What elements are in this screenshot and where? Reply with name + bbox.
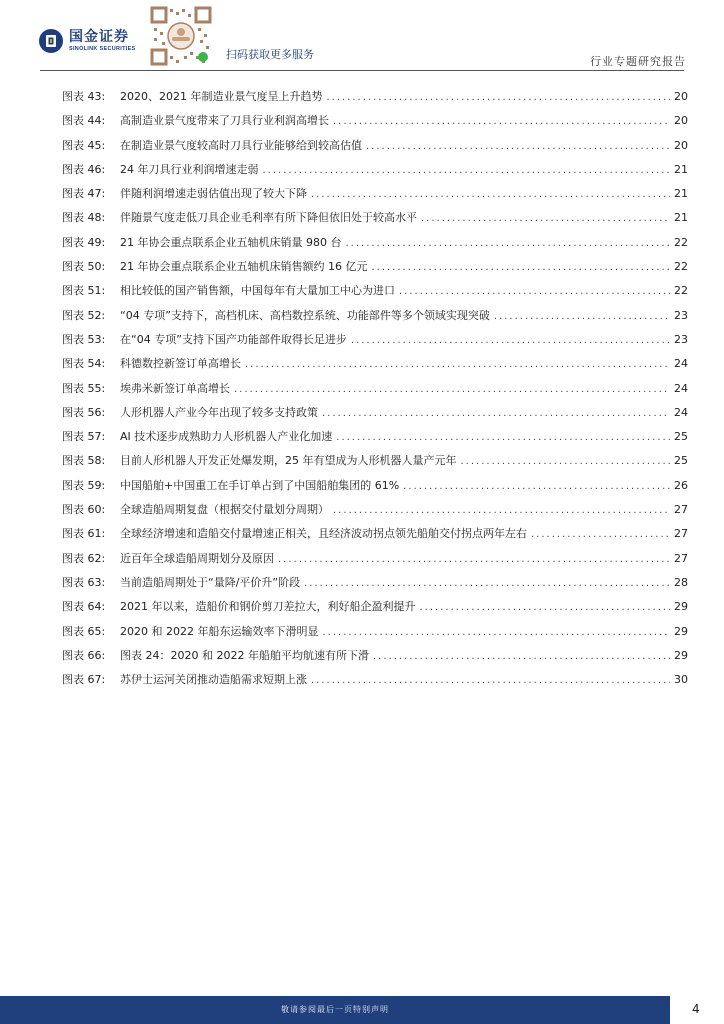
toc-dot-leader — [461, 456, 671, 467]
toc-page-number[interactable]: 22 — [674, 260, 688, 274]
toc-page-number[interactable]: 25 — [674, 454, 688, 468]
report-type-label: 行业专题研究报告 — [590, 55, 686, 68]
toc-page-number[interactable]: 22 — [674, 284, 688, 298]
toc-page-number[interactable]: 21 — [674, 187, 688, 201]
scan-for-service-text: 扫码获取更多服务 — [226, 48, 314, 61]
toc-dot-leader — [351, 335, 670, 346]
toc-page-number[interactable]: 21 — [674, 211, 688, 225]
page-footer — [0, 996, 724, 1024]
toc-figure-number: 图表 59: — [62, 478, 106, 492]
company-logo — [38, 28, 136, 54]
toc-page-number[interactable]: 24 — [674, 405, 688, 419]
toc-figure-title[interactable]: 高制造业景气度带来了刀具行业利润高增长 — [120, 114, 329, 128]
toc-page-number[interactable]: 20 — [674, 90, 688, 103]
toc-entry[interactable] — [62, 258, 688, 282]
toc-dot-leader — [494, 311, 670, 322]
toc-figure-title[interactable]: 图表 24：2020 和 2022 年船舶平均航速有所下滑 — [120, 648, 369, 662]
toc-entry[interactable] — [62, 623, 688, 647]
toc-figure-title[interactable]: 全球造船周期复盘（根据交付量划分周期） — [120, 503, 329, 517]
toc-page-number[interactable]: 27 — [674, 503, 688, 517]
toc-dot-leader — [245, 359, 670, 370]
toc-figure-number: 图表 63: — [62, 575, 106, 589]
toc-figure-title[interactable]: 21 年协会重点联系企业五轴机床销量 980 台 — [120, 235, 342, 249]
toc-figure-title[interactable]: 近百年全球造船周期划分及原因 — [120, 551, 274, 565]
toc-entry[interactable] — [62, 525, 688, 549]
toc-dot-leader — [336, 432, 670, 443]
toc-figure-number: 图表 43: — [62, 90, 106, 103]
toc-entry[interactable] — [62, 647, 688, 671]
logo-chinese-name: 国金证券 — [69, 28, 129, 45]
toc-figure-number: 图表 66: — [62, 648, 106, 662]
toc-dot-leader — [263, 165, 671, 176]
toc-dot-leader — [345, 238, 670, 249]
toc-figure-number: 图表 54: — [62, 357, 106, 371]
toc-entry[interactable] — [62, 574, 688, 598]
toc-figure-title[interactable]: 在“04 专项”支持下国产功能部件取得长足进步 — [120, 332, 347, 346]
toc-page-number[interactable]: 25 — [674, 430, 688, 444]
toc-dot-leader — [304, 578, 670, 589]
sinolink-logo-icon — [38, 28, 64, 54]
toc-figure-number: 图表 46: — [62, 162, 106, 176]
toc-figure-title[interactable]: 相比较低的国产销售额，中国每年有大量加工中心为进口 — [120, 284, 395, 298]
toc-figure-title[interactable]: AI 技术逐步成熟助力人形机器人产业化加速 — [120, 430, 333, 444]
toc-entry[interactable] — [62, 88, 688, 112]
toc-figure-title[interactable]: 埃弗米新签订单高增长 — [120, 381, 230, 395]
toc-figure-number: 图表 49: — [62, 235, 106, 249]
toc-figure-number: 图表 60: — [62, 503, 106, 517]
toc-entry[interactable] — [62, 477, 688, 501]
toc-figure-title[interactable]: 21 年协会重点联系企业五轴机床销售额约 16 亿元 — [120, 260, 368, 274]
toc-page-number[interactable]: 20 — [674, 114, 688, 128]
toc-dot-leader — [421, 213, 670, 224]
toc-figure-title[interactable]: 24 年刀具行业利润增速走弱 — [120, 162, 259, 176]
toc-page-number[interactable]: 29 — [674, 624, 688, 638]
toc-entry[interactable] — [62, 331, 688, 355]
page-header — [0, 0, 724, 70]
toc-page-number[interactable]: 29 — [674, 648, 688, 662]
toc-page-number[interactable]: 29 — [674, 600, 688, 614]
qr-code-icon[interactable] — [150, 6, 212, 66]
toc-figure-number: 图表 50: — [62, 260, 106, 274]
toc-figure-title[interactable]: 苏伊士运河关闭推动造船需求短期上涨 — [120, 673, 307, 687]
toc-figure-title[interactable]: 目前人形机器人开发正处爆发期，25 年有望成为人形机器人量产元年 — [120, 454, 457, 468]
toc-figure-number: 图表 67: — [62, 673, 106, 687]
toc-dot-leader — [399, 286, 670, 297]
toc-entry[interactable] — [62, 282, 688, 306]
toc-figure-number: 图表 55: — [62, 381, 106, 395]
toc-page-number[interactable]: 26 — [674, 478, 688, 492]
toc-figure-number: 图表 61: — [62, 527, 106, 541]
toc-dot-leader — [403, 481, 670, 492]
toc-figure-number: 图表 56: — [62, 405, 106, 419]
toc-dot-leader — [326, 92, 670, 103]
toc-figure-number: 图表 65: — [62, 624, 106, 638]
toc-figure-title[interactable]: 当前造船周期处于“量降/平价升”阶段 — [120, 575, 301, 589]
toc-page-number[interactable]: 23 — [674, 332, 688, 346]
toc-page-number[interactable]: 24 — [674, 381, 688, 395]
toc-figure-number: 图表 62: — [62, 551, 106, 565]
toc-figure-number: 图表 57: — [62, 430, 106, 444]
toc-figure-number: 图表 52: — [62, 308, 106, 322]
toc-page-number[interactable]: 24 — [674, 357, 688, 371]
toc-figure-title[interactable]: 全球经济增速和造船交付量增速正相关，且经济波动拐点领先船舶交付拐点两年左右 — [120, 527, 527, 541]
toc-dot-leader — [366, 141, 670, 152]
toc-dot-leader — [531, 529, 670, 540]
toc-page-number[interactable]: 21 — [674, 162, 688, 176]
toc-entry[interactable] — [62, 209, 688, 233]
toc-dot-leader — [371, 262, 670, 273]
toc-figure-number: 图表 51: — [62, 284, 106, 298]
toc-entry[interactable] — [62, 671, 688, 695]
toc-page-number[interactable]: 28 — [674, 575, 688, 589]
toc-dot-leader — [234, 384, 670, 395]
toc-entry[interactable] — [62, 598, 688, 622]
toc-figure-number: 图表 58: — [62, 454, 106, 468]
toc-figure-title[interactable]: 2020 和 2022 年船东运输效率下滑明显 — [120, 624, 319, 638]
toc-figure-number: 图表 64: — [62, 600, 106, 614]
toc-dot-leader — [311, 675, 670, 686]
logo-english-name: SINOLINK SECURITIES — [69, 45, 136, 52]
toc-figure-number: 图表 45: — [62, 138, 106, 152]
toc-entry[interactable] — [62, 428, 688, 452]
toc-dot-leader — [322, 408, 670, 419]
toc-page-number[interactable]: 27 — [674, 527, 688, 541]
footer-disclaimer: 敬请参阅最后一页特别声明 — [281, 1005, 389, 1014]
toc-dot-leader — [373, 651, 670, 662]
toc-entry[interactable] — [62, 380, 688, 404]
toc-figure-title[interactable]: 科德数控新签订单高增长 — [120, 357, 241, 371]
toc-dot-leader — [311, 189, 670, 200]
toc-dot-leader — [333, 116, 670, 127]
toc-page-number[interactable]: 30 — [674, 673, 688, 687]
toc-entry[interactable] — [62, 161, 688, 185]
toc-page-number[interactable]: 23 — [674, 308, 688, 322]
toc-figure-title[interactable]: 中国船舶+中国重工在手订单占到了中国船舶集团的 61% — [120, 478, 400, 492]
toc-figure-title[interactable]: 2021 年以来，造船价和钢价剪刀差拉大，利好船企盈利提升 — [120, 600, 416, 614]
toc-entry[interactable] — [62, 452, 688, 476]
toc-figure-title[interactable]: 伴随利润增速走弱估值出现了较大下降 — [120, 187, 307, 201]
toc-figure-title[interactable]: 2020、2021 年制造业景气度呈上升趋势 — [120, 90, 323, 103]
toc-dot-leader — [420, 602, 671, 613]
toc-page-number[interactable]: 20 — [674, 138, 688, 152]
toc-entry[interactable] — [62, 185, 688, 209]
toc-dot-leader — [322, 627, 670, 638]
toc-figure-title[interactable]: 人形机器人产业今年出现了较多支持政策 — [120, 405, 318, 419]
toc-figure-title[interactable]: “04 专项”支持下，高档机床、高档数控系统、功能部件等多个领域实现突破 — [120, 308, 490, 322]
toc-figure-title[interactable]: 在制造业景气度较高时刀具行业能够给到较高估值 — [120, 138, 362, 152]
toc-entry[interactable] — [62, 404, 688, 428]
toc-entry[interactable] — [62, 234, 688, 258]
toc-figure-title[interactable]: 伴随景气度走低刀具企业毛利率有所下降但依旧处于较高水平 — [120, 211, 417, 225]
toc-entry[interactable] — [62, 550, 688, 574]
toc-page-number[interactable]: 27 — [674, 551, 688, 565]
toc-entry[interactable] — [62, 355, 688, 379]
figure-list — [62, 88, 688, 695]
toc-entry[interactable] — [62, 501, 688, 525]
toc-dot-leader — [333, 505, 670, 516]
toc-page-number[interactable]: 22 — [674, 235, 688, 249]
header-divider — [40, 70, 684, 71]
toc-entry[interactable] — [62, 112, 688, 136]
toc-figure-number: 图表 47: — [62, 187, 106, 201]
toc-dot-leader — [278, 554, 670, 565]
toc-figure-number: 图表 44: — [62, 114, 106, 128]
toc-entry[interactable] — [62, 307, 688, 331]
toc-figure-number: 图表 48: — [62, 211, 106, 225]
toc-figure-number: 图表 53: — [62, 332, 106, 346]
page-number: 4 — [692, 1002, 700, 1016]
toc-entry[interactable] — [62, 137, 688, 161]
